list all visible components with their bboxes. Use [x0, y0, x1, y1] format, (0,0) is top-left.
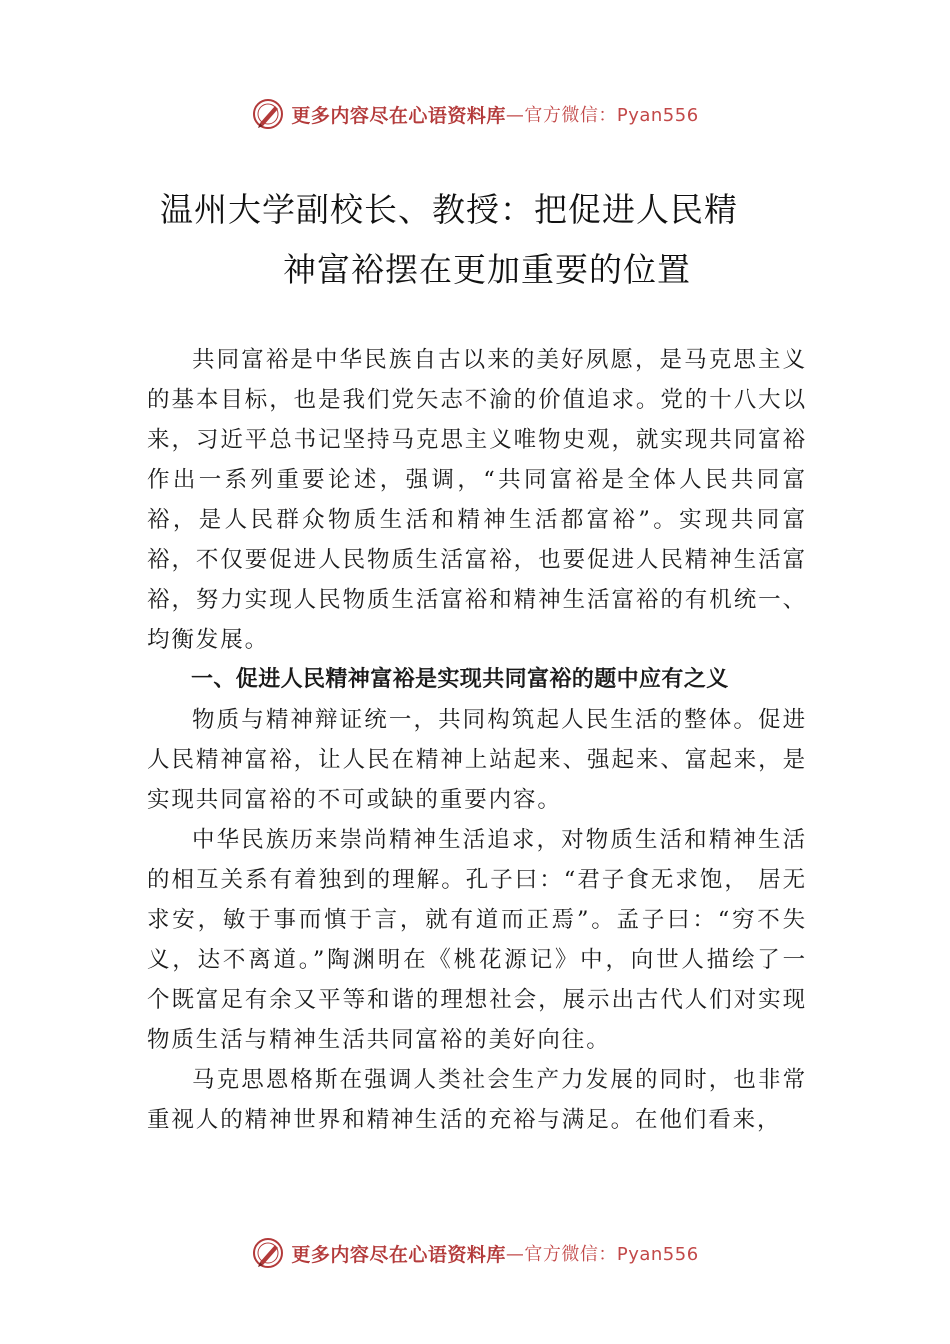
article-body [147, 340, 807, 1140]
banner-main-text: 更多内容尽在心语资料库 [291, 1243, 506, 1266]
banner-wechat-text: —官方微信：Pyan556 [505, 105, 699, 126]
fountain-pen-seal-icon [251, 1236, 285, 1270]
header-banner [0, 94, 950, 134]
footer-banner [0, 1233, 950, 1273]
paragraph: 中华民族历来崇尚精神生活追求，对物质生活和精神生活的相互关系有着独到的理解。孔子曰：“君子食无求饱， 居无求安，敏于事而慎于言，就有道而正焉”。孟子曰：“穷不失义，达不离道。”陶渊明在《桃花源记》中，向世人描绘了一个既富足有余又平等和谐的理想社会，展示出古代人们对实现物质生活与精神生活共同富裕的美好向往。 [147, 827, 807, 1053]
banner-main-text: 更多内容尽在心语资料库 [291, 104, 506, 127]
banner-wechat-text: —官方微信：Pyan556 [505, 1244, 699, 1265]
paragraph: 物质与精神辩证统一，共同构筑起人民生活的整体。促进人民精神富裕，让人民在精神上站起来、强起来、富起来，是实现共同富裕的不可或缺的重要内容。 [147, 707, 807, 813]
article-title [0, 180, 950, 300]
title-line-1: 温州大学副校长、教授：把促进人民精 [160, 190, 738, 229]
title-line-2: 神富裕摆在更加重要的位置 [283, 250, 691, 289]
section-heading: 一、促进人民精神富裕是实现共同富裕的题中应有之义 [191, 667, 729, 692]
fountain-pen-seal-icon [251, 97, 285, 131]
paragraph: 共同富裕是中华民族自古以来的美好夙愿，是马克思主义的基本目标，也是我们党矢志不渝的价值追求。党的十八大以来，习近平总书记坚持马克思主义唯物史观，就实现共同富裕作出一系列重要论述，强调，“共同富裕是全体人民共同富裕，是人民群众物质生活和精神生活都富裕”。实现共同富裕，不仅要促进人民物质生活富裕，也要促进人民精神生活富裕，努力实现人民物质生活富裕和精神生活富裕的有机统一、均衡发展。 [147, 347, 807, 653]
paragraph: 马克思恩格斯在强调人类社会生产力发展的同时，也非常重视人的精神世界和精神生活的充裕与满足。在他们看来， [147, 1067, 807, 1133]
